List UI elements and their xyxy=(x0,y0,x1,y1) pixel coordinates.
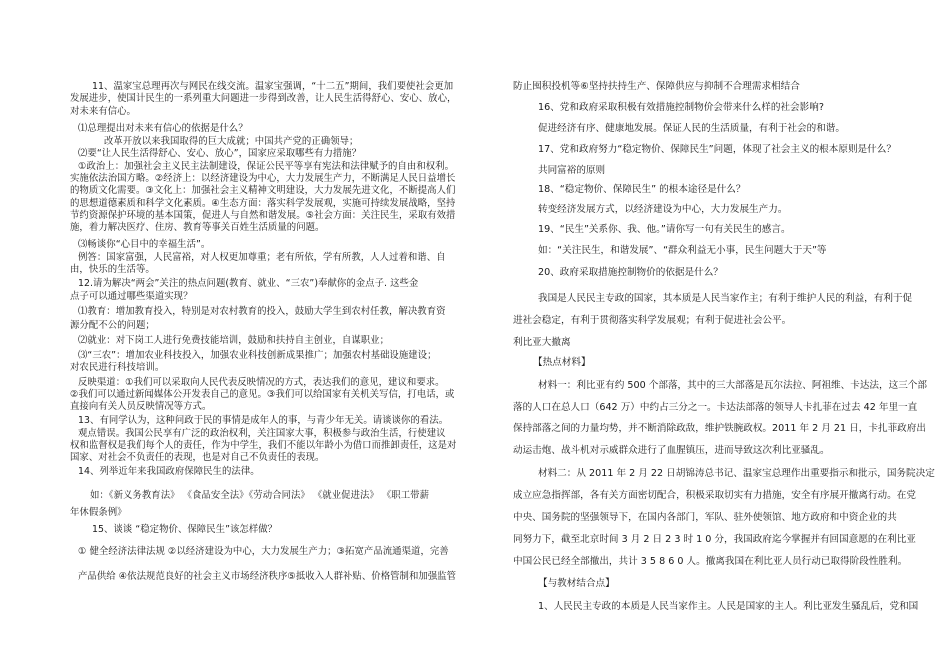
left-text-line: 国家、对社会不负责任的表现，也是对自己不负责任的表现。 xyxy=(70,452,325,463)
left-text-line: 观点错误。我国公民享有广泛的政治权利，关注国家大事，积极参与政治生活，行使建议 xyxy=(78,428,446,439)
right-text-line: 17、党和政府努力“稳定物价、保障民生”问题，体现了社会主义的根本原则是什么？ xyxy=(538,144,896,155)
right-text-line: 我国是人民民主专政的国家，其本质是人民当家作主；有利于维护人民的利益，有利于促 xyxy=(538,293,913,304)
left-text-line: 节约资源保护环境的基本国策，促进人与自然和谐发展。⑤社会方面：关注民生，采取有效措 xyxy=(70,210,456,221)
right-text-line: 19、“民生”关系你、我、他。”请你写一句有关民生的感言。 xyxy=(538,224,791,235)
right-text-line: 材料一：利比亚有约 500 个部落，其中的三大部落是瓦尔法拉、阿祖维、卡达法，这三个部 xyxy=(538,380,927,391)
right-text-line: 进社会稳定，有利于贯彻落实科学发展观；有利于促进社会公平。 xyxy=(513,315,792,326)
left-text-line: ⑵要“让人民生活得舒心、安心、放心”，国家应采取哪些有力措施？ xyxy=(78,148,362,159)
right-text-line: 1、人民民主专政的本质是人民当家作主。人民是国家的主人。利比亚发生骚乱后，党和国 xyxy=(538,601,919,612)
left-text-line: 直接向有关人员反映情况等方式。 xyxy=(70,401,212,412)
left-text-line: 发展进步，使国计民生的一系列重大问题进一步得到改善，让人民生活得舒心、安心、放心， xyxy=(70,93,457,104)
left-text-line: 对农民进行科技培训。 xyxy=(70,362,165,373)
right-text-line: 【热点材料】 xyxy=(533,357,591,368)
left-text-line: 的思想道德素质和科学文化素质。④生态方面：落实科学发展观，实施可持续发展战略，坚持 xyxy=(70,198,456,209)
left-text-line: ⑵就业：对下岗工人进行免费技能培训，鼓励和扶持自主创业，自谋职业； xyxy=(78,335,390,346)
right-text-line: 动运击炮、战斗机对示威群众进行了血腥镇压，进而导致这次利比亚骚乱。 xyxy=(513,445,830,456)
right-text-line: 防止囤积投机等⑥坚持扶持生产、保障供应与抑制不合理需求相结合 xyxy=(513,81,800,92)
right-text-line: 【与教材结合点】 xyxy=(538,578,615,589)
right-text-line: 成立应急指挥部，各有关方面密切配合，积极采取切实有力措施，安全有序展开撤离行动。在党 xyxy=(513,490,916,501)
left-text-line: 例答：国家富强，人民富裕，对人权更加尊重；老有所依，学有所教，人人过着和谐、自 xyxy=(78,252,446,263)
right-text-line: 中央、国务院的坚强领导下，在国内各部门，军队、驻外使领馆、地方政府和中资企业的共 xyxy=(513,512,897,523)
right-text-line: 促进经济有序、健康地发展。保证人民的生活质量，有利于社会的和谐。 xyxy=(538,123,845,134)
left-text-line: ① 健全经济法律法规 ②以经济建设为中心，大力发展生产力；③拓宽产品流通渠道，完善 xyxy=(78,546,449,557)
left-text-line: ⑶畅谈你“心目中的幸福生活”。 xyxy=(78,239,211,250)
left-text-line: ⑶“三农”：增加农业科技投入，加强农业科技创新成果推广；加强农村基础设施建设； xyxy=(78,350,437,361)
right-text-line: 利比亚大撤离 xyxy=(513,337,571,348)
left-text-line: 源分配不公的问题； xyxy=(70,320,155,331)
right-text-line: 材料二：从 2011 年 2 月 22 日胡锦涛总书记、温家宝总理作出重要指示和批示，国务院决定 xyxy=(538,468,935,479)
left-text-line: 年休假条例》 xyxy=(70,507,127,518)
left-text-line: 点子可以通过哪些渠道实现？ xyxy=(70,291,193,302)
left-text-line: 14、列举近年来我国政府保障民生的法律。 xyxy=(78,466,260,477)
right-text-line: 18、“稳定物价、保障民生” 的根本途径是什么？ xyxy=(538,184,746,195)
right-text-line: 同努力下，截至北京时间 3 月 2 日 2 3 时 1 0 分，我国政府迄今掌握并有回国意愿的在利比亚 xyxy=(513,534,916,545)
left-text-line: ②我们可以通过新闻媒体公开发表自己的意见。③我们可以给国家有关机关写信，打电话，或 xyxy=(70,389,455,400)
left-text-line: ⑴教育：增加教育投入，特别是对农村教育的投入，鼓励大学生到农村任教，解决教育资 xyxy=(78,306,446,317)
right-text-line: 中国公民已经全部撤出，共计 3 5 8 6 0 人。撤离我国在利比亚人员行动已取得阶段性胜利。 xyxy=(513,556,908,567)
left-text-line: 的物质文化需要。③文化上：加强社会主义精神文明建设，大力发展先进文化，不断提高人们 xyxy=(70,185,456,196)
left-text-line: ①政治上：加强社会主义民主法制建设，保证公民平等享有宪法和法律赋予的自由和权利。 xyxy=(78,161,455,172)
left-text-line: 产品供给 ④依法规范良好的社会主义市场经济秩序⑤抵收入人群补贴、价格管制和加强监管 xyxy=(78,571,457,582)
right-text-line: 转变经济发展方式，以经济建设为中心，大力发展生产力。 xyxy=(538,204,788,215)
left-text-line: 如：《新义务教育法》 《食品安全法》《劳动合同法》 《就业促进法》 《职工带薪 xyxy=(90,490,430,501)
left-text-line: 对未来有信心。 xyxy=(70,106,136,117)
left-text-line: 实施依法治国方略。②经济上：以经济建设为中心，大力发展生产力，不断满足人民日益增长 xyxy=(70,173,456,184)
right-text-line: 如：“关注民生，和谐发展”、“群众利益无小事，民生问题大于天”等 xyxy=(538,245,827,256)
right-text-line: 落的人口在总人口（642 万）中约占三分之一。卡达法部落的领导人卡扎菲在过去 42 年里一直 xyxy=(513,402,918,413)
left-text-line: 施，着力解决医疗、住房、教育等事关百姓生活质量的问题。 xyxy=(70,222,325,233)
left-text-line: 12.请为解决“两会”关注的热点问题(教育、就业、“三农”)奉献你的金点子. 这些金 xyxy=(78,278,419,289)
left-text-line: 由，快乐的生活等。 xyxy=(70,264,155,275)
left-text-line: 15、谈谈 “稳定物价、保障民生”该怎样做？ xyxy=(92,524,278,535)
right-text-line: 16、党和政府采取积极有效措施控制物价会带来什么样的社会影响? xyxy=(538,102,824,113)
left-text-line: ⑴总理提出对未来有信心的依据是什么？ xyxy=(78,123,248,134)
left-text-line: 改革开放以来我国取得的巨大成就；中国共产党的正确领导； xyxy=(104,136,359,147)
left-text-line: 11、温家宝总理再次与网民在线交流。温家宝强调，“十二五”期间，我们要使社会更加 xyxy=(92,81,454,92)
right-text-line: 保持部落之间的力量均势，并不断消除政敌，维护铁腕政权。2011 年 2 月 21 日，卡扎菲政府出 xyxy=(513,423,926,434)
left-text-line: 13、有同学认为，这种问政于民的事情是成年人的事，与青少年无关。请谈谈你的看法。 xyxy=(78,415,449,426)
right-text-line: 共同富裕的原则 xyxy=(538,165,606,176)
left-text-line: 反映渠道：①我们可以采取向人民代表反映情况的方式，表达我们的意见，建议和要求。 xyxy=(78,377,445,388)
right-text-line: 20、政府采取措施控制物价的依据是什么？ xyxy=(538,267,723,278)
left-text-line: 权和监督权是我们每个人的责任，作为中学生，我们不能以年龄小为借口而推卸责任，这是对 xyxy=(70,440,457,451)
